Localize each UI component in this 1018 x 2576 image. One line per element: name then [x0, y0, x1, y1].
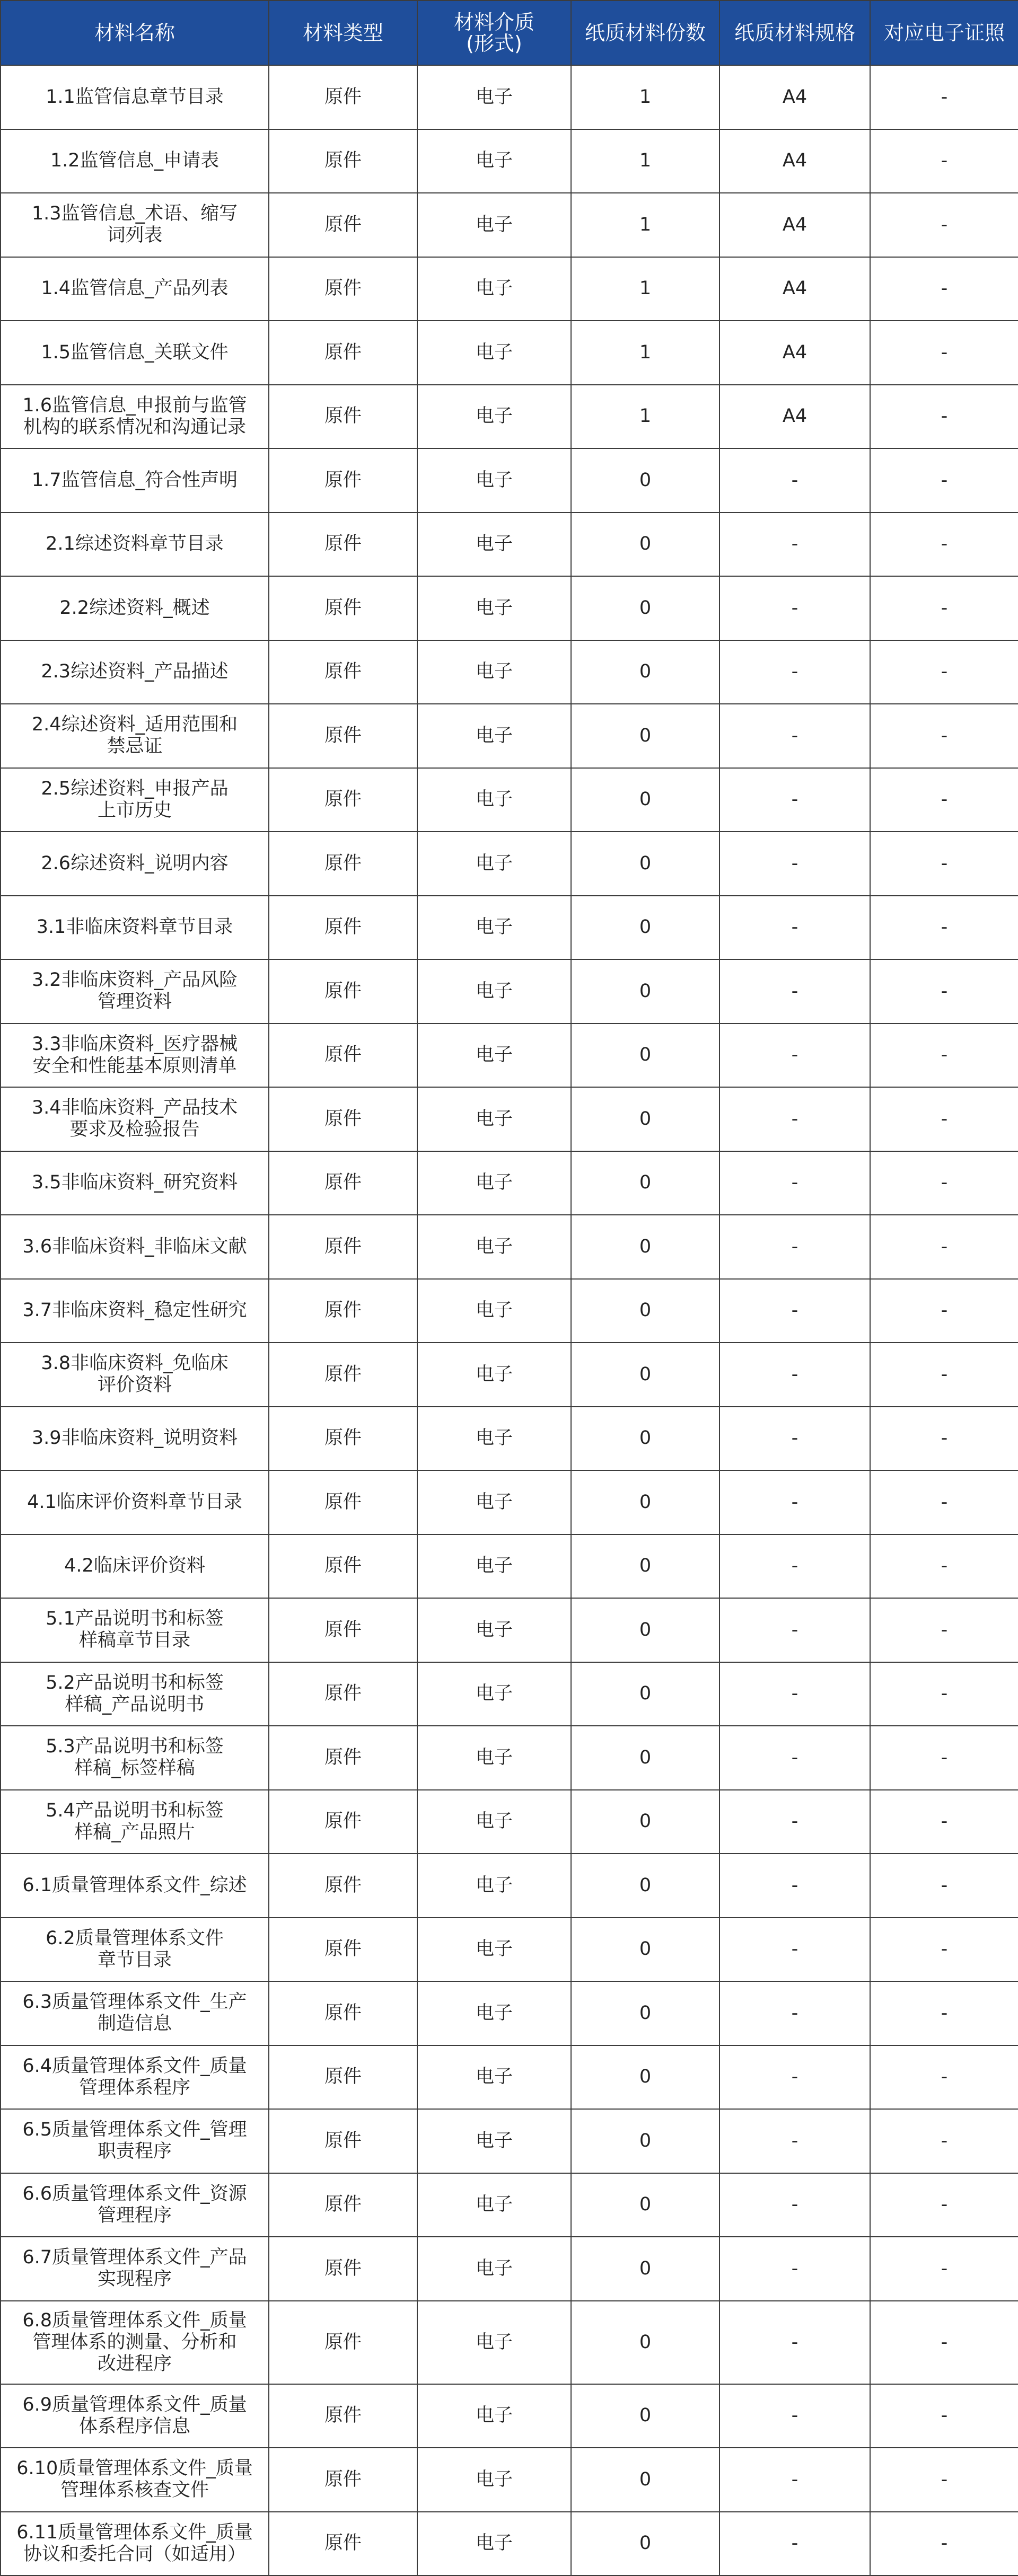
paper-copies-cell: 0	[571, 1024, 719, 1088]
material-name-cell: 1.4监管信息_产品列表	[1, 257, 269, 321]
e-license-cell: -	[870, 704, 1018, 768]
material-name-cell: 6.4质量管理体系文件_质量 管理体系程序	[1, 2045, 269, 2110]
e-license-cell: -	[870, 1087, 1018, 1151]
material-type-cell: 原件	[269, 640, 417, 704]
paper-spec-cell: -	[719, 1726, 870, 1790]
material-type-cell: 原件	[269, 65, 417, 129]
header-material-medium: 材料介质 (形式)	[417, 1, 571, 65]
paper-copies-cell: 1	[571, 321, 719, 385]
paper-copies-cell: 0	[571, 2448, 719, 2512]
paper-copies-cell: 0	[571, 768, 719, 832]
material-type-cell: 原件	[269, 1279, 417, 1343]
paper-spec-cell: -	[719, 832, 870, 896]
material-type-cell: 原件	[269, 2237, 417, 2301]
material-type-cell: 原件	[269, 1662, 417, 1726]
material-type-cell: 原件	[269, 1534, 417, 1599]
e-license-cell: -	[870, 2301, 1018, 2384]
table-row	[1, 2512, 1018, 2576]
material-medium-cell: 电子	[417, 896, 571, 960]
e-license-cell: -	[870, 448, 1018, 513]
material-medium-cell: 电子	[417, 1151, 571, 1215]
e-license-cell: -	[870, 2173, 1018, 2237]
material-name-cell: 5.4产品说明书和标签 样稿_产品照片	[1, 1790, 269, 1854]
e-license-cell: -	[870, 2109, 1018, 2173]
material-medium-cell: 电子	[417, 448, 571, 513]
material-medium-cell: 电子	[417, 768, 571, 832]
paper-copies-cell: 0	[571, 959, 719, 1024]
material-name-cell: 2.1综述资料章节目录	[1, 513, 269, 577]
material-medium-cell: 电子	[417, 513, 571, 577]
material-name-cell: 3.8非临床资料_免临床 评价资料	[1, 1343, 269, 1407]
paper-spec-cell: -	[719, 1598, 870, 1662]
paper-copies-cell: 0	[571, 1918, 719, 1982]
e-license-cell: -	[870, 576, 1018, 640]
material-medium-cell: 电子	[417, 2173, 571, 2237]
paper-spec-cell: -	[719, 959, 870, 1024]
table-row	[1, 1087, 1018, 1151]
material-name-cell: 4.1临床评价资料章节目录	[1, 1470, 269, 1534]
e-license-cell: -	[870, 129, 1018, 193]
material-type-cell: 原件	[269, 2448, 417, 2512]
e-license-cell: -	[870, 193, 1018, 257]
material-medium-cell: 电子	[417, 1534, 571, 1599]
table-row	[1, 193, 1018, 257]
material-name-cell: 3.5非临床资料_研究资料	[1, 1151, 269, 1215]
paper-spec-cell: -	[719, 1790, 870, 1854]
material-type-cell: 原件	[269, 257, 417, 321]
material-medium-cell: 电子	[417, 959, 571, 1024]
material-medium-cell: 电子	[417, 2109, 571, 2173]
table-row	[1, 1215, 1018, 1279]
e-license-cell: -	[870, 768, 1018, 832]
material-type-cell: 原件	[269, 576, 417, 640]
paper-spec-cell: -	[719, 2301, 870, 2384]
table-row	[1, 1981, 1018, 2045]
paper-copies-cell: 0	[571, 1470, 719, 1534]
material-name-cell: 1.7监管信息_符合性声明	[1, 448, 269, 513]
e-license-cell: -	[870, 2448, 1018, 2512]
paper-copies-cell: 0	[571, 640, 719, 704]
table-row	[1, 2384, 1018, 2448]
material-medium-cell: 电子	[417, 2448, 571, 2512]
paper-spec-cell: -	[719, 2237, 870, 2301]
e-license-cell: -	[870, 385, 1018, 449]
table-row	[1, 2237, 1018, 2301]
header-row	[1, 1, 1018, 65]
paper-spec-cell: -	[719, 1087, 870, 1151]
paper-spec-cell: -	[719, 2045, 870, 2110]
table-row	[1, 513, 1018, 577]
material-type-cell: 原件	[269, 1470, 417, 1534]
material-type-cell: 原件	[269, 1024, 417, 1088]
material-type-cell: 原件	[269, 2173, 417, 2237]
paper-spec-cell: -	[719, 1854, 870, 1918]
table-row	[1, 65, 1018, 129]
table-row	[1, 2173, 1018, 2237]
paper-spec-cell: -	[719, 1918, 870, 1982]
material-medium-cell: 电子	[417, 576, 571, 640]
material-medium-cell: 电子	[417, 1790, 571, 1854]
paper-spec-cell: -	[719, 1279, 870, 1343]
table-row	[1, 576, 1018, 640]
material-name-cell: 2.5综述资料_申报产品 上市历史	[1, 768, 269, 832]
header-paper-copies: 纸质材料份数	[571, 1, 719, 65]
paper-spec-cell: -	[719, 1343, 870, 1407]
e-license-cell: -	[870, 1470, 1018, 1534]
paper-copies-cell: 0	[571, 1662, 719, 1726]
material-type-cell: 原件	[269, 768, 417, 832]
paper-copies-cell: 0	[571, 1854, 719, 1918]
paper-copies-cell: 0	[571, 1279, 719, 1343]
paper-spec-cell: -	[719, 896, 870, 960]
material-name-cell: 3.2非临床资料_产品风险 管理资料	[1, 959, 269, 1024]
material-type-cell: 原件	[269, 959, 417, 1024]
e-license-cell: -	[870, 1981, 1018, 2045]
e-license-cell: -	[870, 1343, 1018, 1407]
paper-copies-cell: 0	[571, 1343, 719, 1407]
material-medium-cell: 电子	[417, 257, 571, 321]
paper-copies-cell: 0	[571, 1726, 719, 1790]
material-name-cell: 5.1产品说明书和标签 样稿章节目录	[1, 1598, 269, 1662]
material-type-cell: 原件	[269, 448, 417, 513]
material-type-cell: 原件	[269, 832, 417, 896]
table-row	[1, 2448, 1018, 2512]
table-row	[1, 1024, 1018, 1088]
table-row	[1, 1534, 1018, 1599]
material-name-cell: 6.2质量管理体系文件 章节目录	[1, 1918, 269, 1982]
paper-copies-cell: 0	[571, 2237, 719, 2301]
material-type-cell: 原件	[269, 1343, 417, 1407]
paper-copies-cell: 0	[571, 576, 719, 640]
table-row	[1, 1726, 1018, 1790]
material-name-cell: 6.10质量管理体系文件_质量 管理体系核查文件	[1, 2448, 269, 2512]
material-name-cell: 6.8质量管理体系文件_质量 管理体系的测量、分析和 改进程序	[1, 2301, 269, 2384]
paper-spec-cell: -	[719, 1024, 870, 1088]
paper-spec-cell: -	[719, 1215, 870, 1279]
e-license-cell: -	[870, 1024, 1018, 1088]
paper-spec-cell: -	[719, 2384, 870, 2448]
material-medium-cell: 电子	[417, 1918, 571, 1982]
material-medium-cell: 电子	[417, 1598, 571, 1662]
table-row	[1, 2045, 1018, 2110]
material-name-cell: 2.6综述资料_说明内容	[1, 832, 269, 896]
e-license-cell: -	[870, 959, 1018, 1024]
table-row	[1, 832, 1018, 896]
e-license-cell: -	[870, 257, 1018, 321]
table-row	[1, 129, 1018, 193]
e-license-cell: -	[870, 832, 1018, 896]
material-type-cell: 原件	[269, 129, 417, 193]
e-license-cell: -	[870, 640, 1018, 704]
e-license-cell: -	[870, 1726, 1018, 1790]
paper-copies-cell: 0	[571, 704, 719, 768]
material-medium-cell: 电子	[417, 65, 571, 129]
material-type-cell: 原件	[269, 1598, 417, 1662]
table-row	[1, 704, 1018, 768]
e-license-cell: -	[870, 1279, 1018, 1343]
paper-spec-cell: -	[719, 704, 870, 768]
material-medium-cell: 电子	[417, 1087, 571, 1151]
material-name-cell: 1.3监管信息_术语、缩写 词列表	[1, 193, 269, 257]
material-name-cell: 1.2监管信息_申请表	[1, 129, 269, 193]
paper-copies-cell: 0	[571, 1534, 719, 1599]
paper-spec-cell: -	[719, 2512, 870, 2576]
material-medium-cell: 电子	[417, 129, 571, 193]
table-row	[1, 385, 1018, 449]
paper-spec-cell: -	[719, 640, 870, 704]
material-name-cell: 3.6非临床资料_非临床文献	[1, 1215, 269, 1279]
material-type-cell: 原件	[269, 704, 417, 768]
e-license-cell: -	[870, 1151, 1018, 1215]
material-medium-cell: 电子	[417, 2045, 571, 2110]
paper-copies-cell: 0	[571, 448, 719, 513]
material-name-cell: 6.3质量管理体系文件_生产 制造信息	[1, 1981, 269, 2045]
e-license-cell: -	[870, 1918, 1018, 1982]
material-type-cell: 原件	[269, 1151, 417, 1215]
paper-copies-cell: 0	[571, 1151, 719, 1215]
table-row	[1, 1279, 1018, 1343]
table-row	[1, 321, 1018, 385]
paper-spec-cell: -	[719, 1981, 870, 2045]
material-name-cell: 2.2综述资料_概述	[1, 576, 269, 640]
material-type-cell: 原件	[269, 896, 417, 960]
paper-spec-cell: -	[719, 2109, 870, 2173]
material-type-cell: 原件	[269, 513, 417, 577]
e-license-cell: -	[870, 513, 1018, 577]
paper-copies-cell: 0	[571, 2512, 719, 2576]
material-name-cell: 6.11质量管理体系文件_质量 协议和委托合同（如适用）	[1, 2512, 269, 2576]
paper-spec-cell: -	[719, 1470, 870, 1534]
paper-copies-cell: 0	[571, 2173, 719, 2237]
table-row	[1, 1662, 1018, 1726]
paper-copies-cell: 0	[571, 1407, 719, 1471]
paper-copies-cell: 0	[571, 1087, 719, 1151]
paper-copies-cell: 0	[571, 2109, 719, 2173]
header-paper-spec: 纸质材料规格	[719, 1, 870, 65]
material-type-cell: 原件	[269, 1407, 417, 1471]
e-license-cell: -	[870, 1854, 1018, 1918]
e-license-cell: -	[870, 2237, 1018, 2301]
material-type-cell: 原件	[269, 2045, 417, 2110]
table-row	[1, 896, 1018, 960]
table-row	[1, 1151, 1018, 1215]
paper-copies-cell: 1	[571, 129, 719, 193]
material-name-cell: 2.3综述资料_产品描述	[1, 640, 269, 704]
material-type-cell: 原件	[269, 1981, 417, 2045]
material-medium-cell: 电子	[417, 704, 571, 768]
e-license-cell: -	[870, 1407, 1018, 1471]
table-body	[1, 65, 1018, 2575]
e-license-cell: -	[870, 2512, 1018, 2576]
e-license-cell: -	[870, 1790, 1018, 1854]
material-medium-cell: 电子	[417, 1470, 571, 1534]
material-type-cell: 原件	[269, 1215, 417, 1279]
material-name-cell: 6.6质量管理体系文件_资源 管理程序	[1, 2173, 269, 2237]
e-license-cell: -	[870, 65, 1018, 129]
paper-spec-cell: -	[719, 1407, 870, 1471]
material-medium-cell: 电子	[417, 1215, 571, 1279]
paper-spec-cell: -	[719, 1151, 870, 1215]
material-medium-cell: 电子	[417, 832, 571, 896]
table-row	[1, 448, 1018, 513]
material-type-cell: 原件	[269, 1726, 417, 1790]
paper-spec-cell: -	[719, 1662, 870, 1726]
material-type-cell: 原件	[269, 2301, 417, 2384]
e-license-cell: -	[870, 1534, 1018, 1599]
e-license-cell: -	[870, 2045, 1018, 2110]
paper-spec-cell: -	[719, 2173, 870, 2237]
paper-copies-cell: 0	[571, 1215, 719, 1279]
table-row	[1, 959, 1018, 1024]
material-medium-cell: 电子	[417, 1726, 571, 1790]
material-type-cell: 原件	[269, 2109, 417, 2173]
table-row	[1, 1854, 1018, 1918]
table-header	[1, 1, 1018, 65]
material-name-cell: 4.2临床评价资料	[1, 1534, 269, 1599]
material-medium-cell: 电子	[417, 1024, 571, 1088]
material-type-cell: 原件	[269, 385, 417, 449]
material-type-cell: 原件	[269, 1790, 417, 1854]
material-type-cell: 原件	[269, 1918, 417, 1982]
material-type-cell: 原件	[269, 2512, 417, 2576]
material-medium-cell: 电子	[417, 1854, 571, 1918]
e-license-cell: -	[870, 1598, 1018, 1662]
material-name-cell: 3.9非临床资料_说明资料	[1, 1407, 269, 1471]
paper-spec-cell: -	[719, 1534, 870, 1599]
paper-copies-cell: 0	[571, 1790, 719, 1854]
material-medium-cell: 电子	[417, 2512, 571, 2576]
material-name-cell: 3.1非临床资料章节目录	[1, 896, 269, 960]
paper-spec-cell: A4	[719, 65, 870, 129]
material-name-cell: 5.2产品说明书和标签 样稿_产品说明书	[1, 1662, 269, 1726]
paper-spec-cell: A4	[719, 193, 870, 257]
material-type-cell: 原件	[269, 1087, 417, 1151]
paper-copies-cell: 0	[571, 2301, 719, 2384]
paper-spec-cell: -	[719, 513, 870, 577]
table-row	[1, 1343, 1018, 1407]
material-name-cell: 1.5监管信息_关联文件	[1, 321, 269, 385]
header-e-license: 对应电子证照	[870, 1, 1018, 65]
paper-copies-cell: 1	[571, 65, 719, 129]
material-medium-cell: 电子	[417, 640, 571, 704]
paper-copies-cell: 1	[571, 385, 719, 449]
paper-copies-cell: 0	[571, 1598, 719, 1662]
table-row	[1, 768, 1018, 832]
material-name-cell: 3.7非临床资料_稳定性研究	[1, 1279, 269, 1343]
material-medium-cell: 电子	[417, 1407, 571, 1471]
table-row	[1, 1407, 1018, 1471]
material-name-cell: 3.4非临床资料_产品技术 要求及检验报告	[1, 1087, 269, 1151]
material-name-cell: 2.4综述资料_适用范围和 禁忌证	[1, 704, 269, 768]
material-medium-cell: 电子	[417, 193, 571, 257]
paper-copies-cell: 0	[571, 1981, 719, 2045]
paper-spec-cell: A4	[719, 257, 870, 321]
e-license-cell: -	[870, 1662, 1018, 1726]
material-medium-cell: 电子	[417, 2237, 571, 2301]
paper-copies-cell: 0	[571, 2384, 719, 2448]
material-name-cell: 5.3产品说明书和标签 样稿_标签样稿	[1, 1726, 269, 1790]
material-medium-cell: 电子	[417, 385, 571, 449]
material-type-cell: 原件	[269, 1854, 417, 1918]
e-license-cell: -	[870, 1215, 1018, 1279]
table-row	[1, 2301, 1018, 2384]
paper-spec-cell: A4	[719, 321, 870, 385]
table-row	[1, 1918, 1018, 1982]
material-type-cell: 原件	[269, 2384, 417, 2448]
paper-copies-cell: 0	[571, 2045, 719, 2110]
material-medium-cell: 电子	[417, 1981, 571, 2045]
table-row	[1, 1598, 1018, 1662]
paper-copies-cell: 1	[571, 257, 719, 321]
material-medium-cell: 电子	[417, 321, 571, 385]
material-type-cell: 原件	[269, 321, 417, 385]
table-row	[1, 257, 1018, 321]
material-name-cell: 6.7质量管理体系文件_产品 实现程序	[1, 2237, 269, 2301]
paper-copies-cell: 0	[571, 832, 719, 896]
e-license-cell: -	[870, 2384, 1018, 2448]
material-medium-cell: 电子	[417, 1662, 571, 1726]
header-material-type: 材料类型	[269, 1, 417, 65]
material-medium-cell: 电子	[417, 1279, 571, 1343]
table-row	[1, 2109, 1018, 2173]
e-license-cell: -	[870, 321, 1018, 385]
material-name-cell: 1.6监管信息_申报前与监管 机构的联系情况和沟通记录	[1, 385, 269, 449]
table-row	[1, 1470, 1018, 1534]
paper-spec-cell: A4	[719, 385, 870, 449]
paper-spec-cell: -	[719, 576, 870, 640]
paper-copies-cell: 0	[571, 513, 719, 577]
table-row	[1, 1790, 1018, 1854]
paper-spec-cell: -	[719, 768, 870, 832]
paper-spec-cell: A4	[719, 129, 870, 193]
paper-spec-cell: -	[719, 448, 870, 513]
material-medium-cell: 电子	[417, 2384, 571, 2448]
paper-spec-cell: -	[719, 2448, 870, 2512]
table-row	[1, 640, 1018, 704]
paper-copies-cell: 1	[571, 193, 719, 257]
material-medium-cell: 电子	[417, 2301, 571, 2384]
header-material-name: 材料名称	[1, 1, 269, 65]
material-name-cell: 6.1质量管理体系文件_综述	[1, 1854, 269, 1918]
material-name-cell: 6.9质量管理体系文件_质量 体系程序信息	[1, 2384, 269, 2448]
material-name-cell: 6.5质量管理体系文件_管理 职责程序	[1, 2109, 269, 2173]
material-medium-cell: 电子	[417, 1343, 571, 1407]
e-license-cell: -	[870, 896, 1018, 960]
material-name-cell: 3.3非临床资料_医疗器械 安全和性能基本原则清单	[1, 1024, 269, 1088]
material-type-cell: 原件	[269, 193, 417, 257]
material-name-cell: 1.1监管信息章节目录	[1, 65, 269, 129]
paper-copies-cell: 0	[571, 896, 719, 960]
